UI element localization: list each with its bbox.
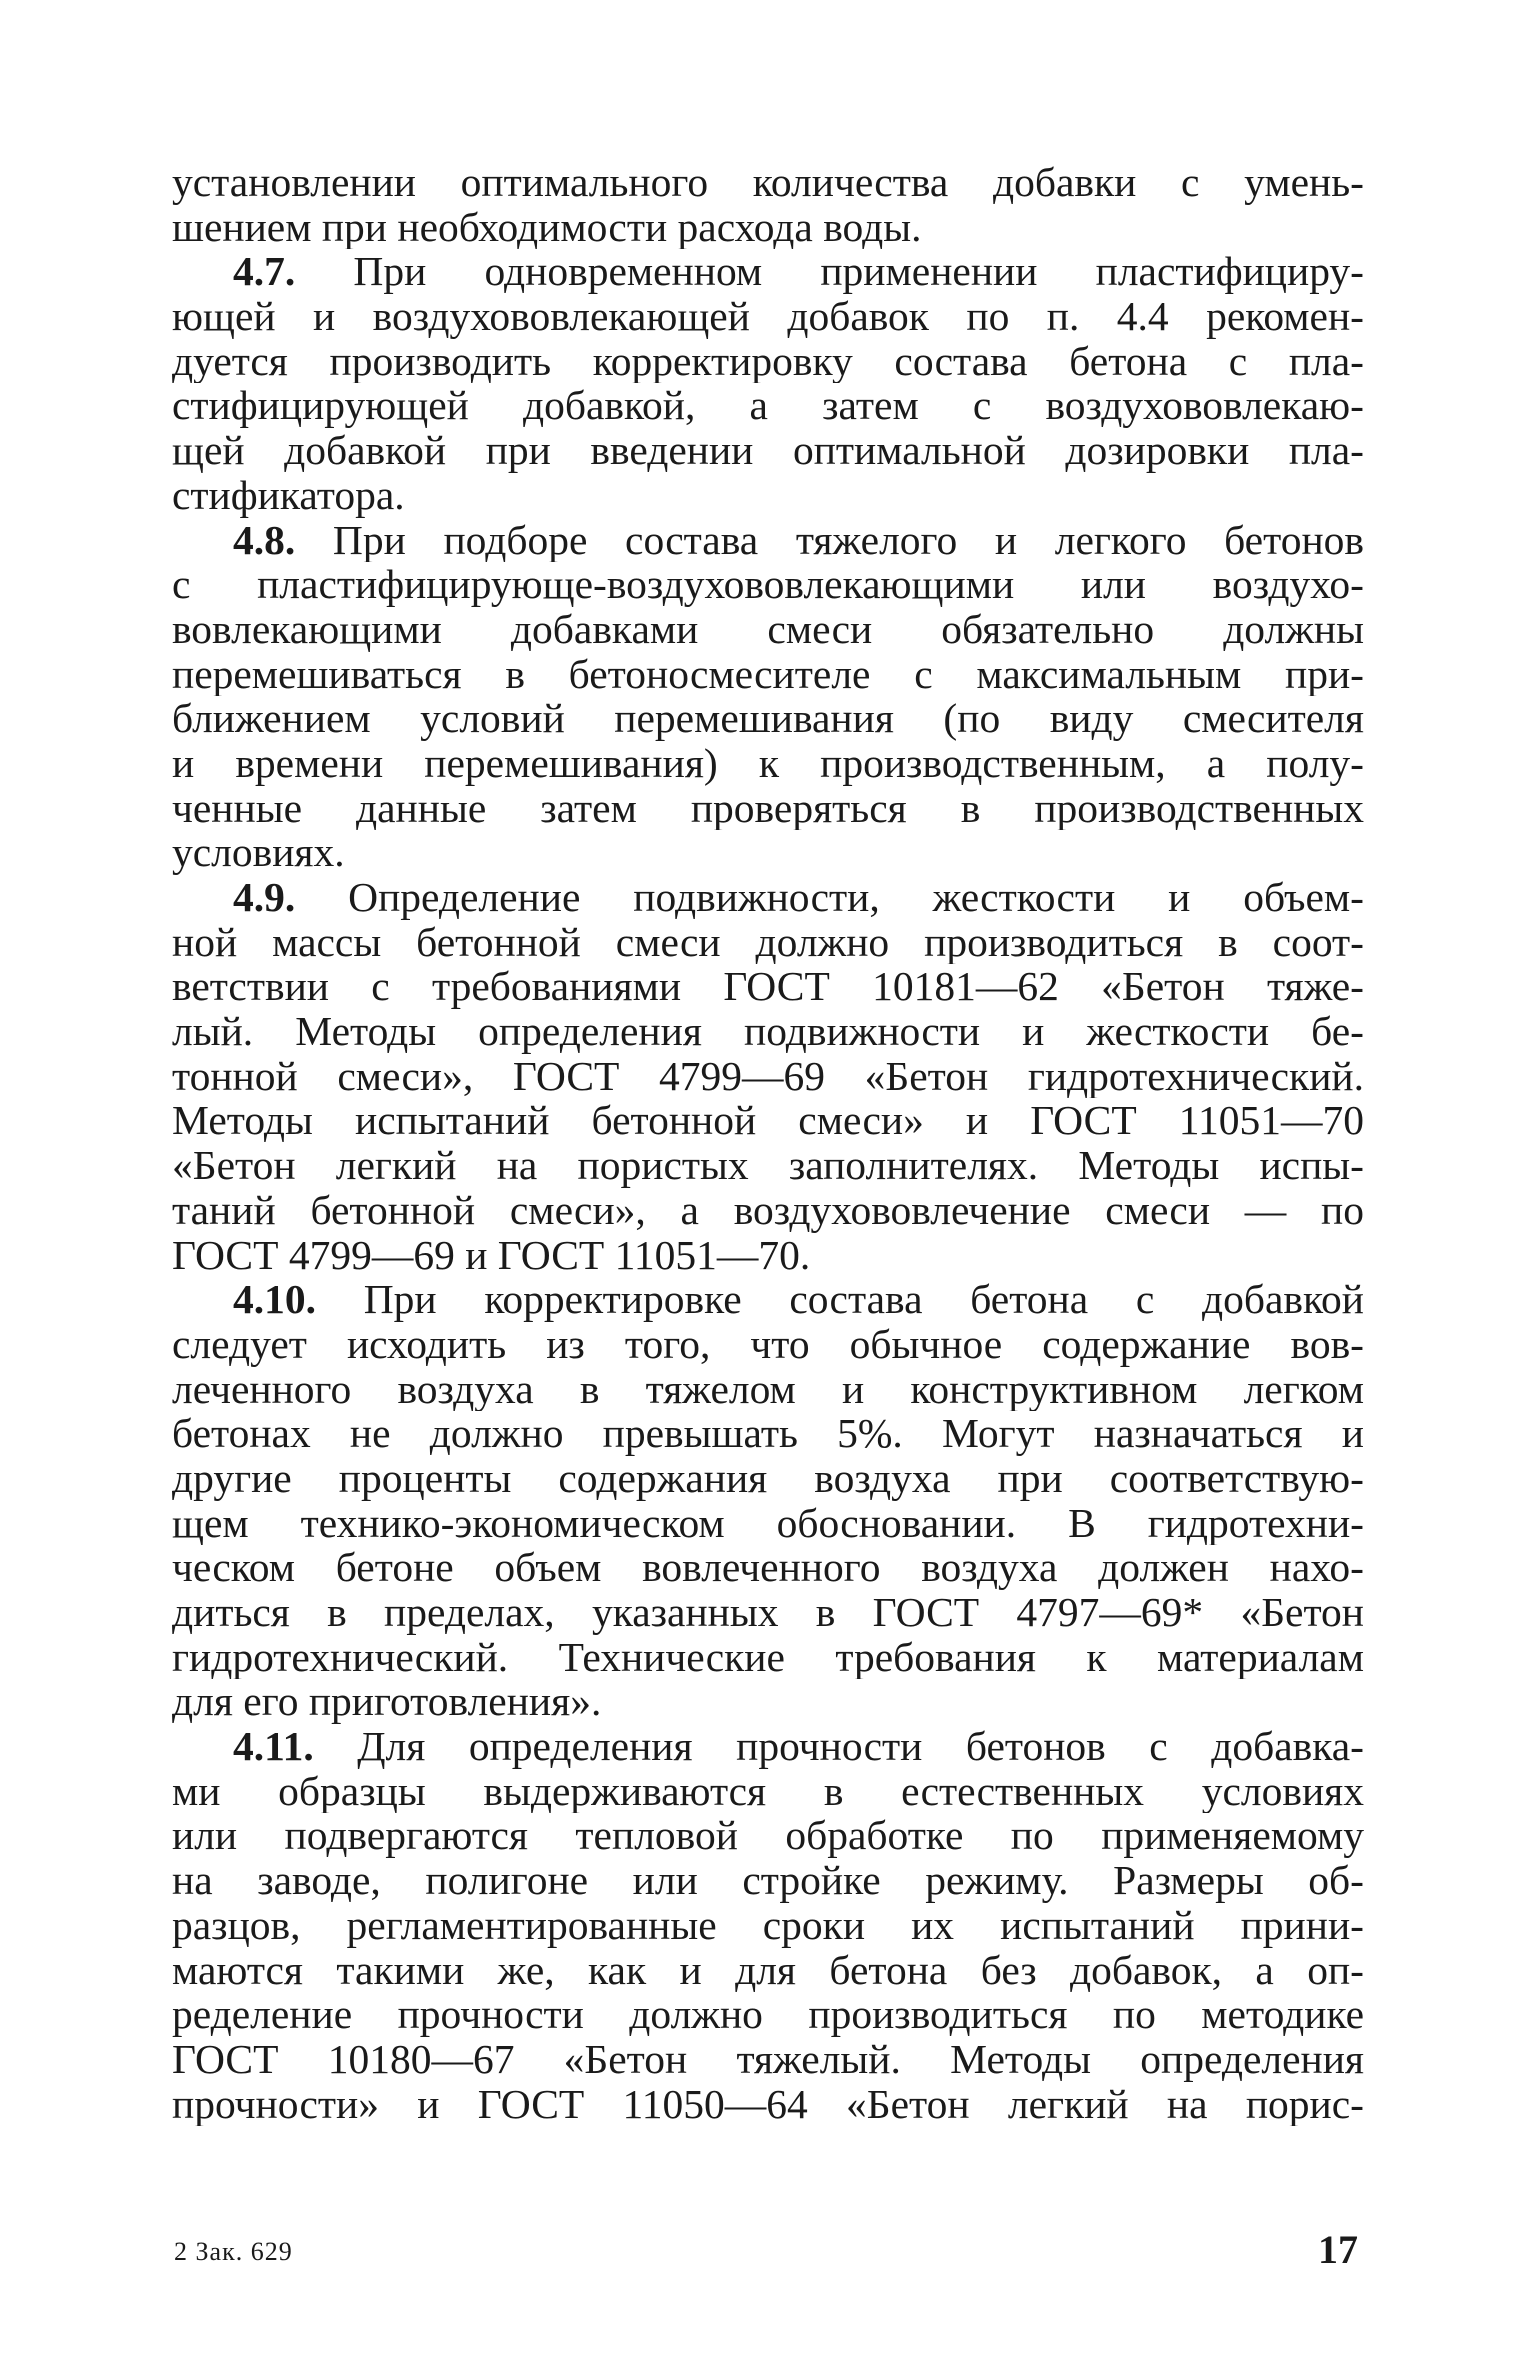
clause-number: 4.9. (233, 875, 296, 920)
text-line (172, 1903, 1364, 1948)
text-line (172, 1456, 1364, 1501)
text-line (172, 2037, 1364, 2082)
text-line (172, 249, 1364, 294)
text-line (172, 1367, 1364, 1412)
line-text: гидротехнический. Технические требования к материалам (172, 1634, 1364, 1680)
line-text: вовлекающими добавками смеси обязательно должны (172, 606, 1364, 652)
clause-number: 4.11. (233, 1724, 314, 1769)
line-text: перемешиваться в бетоносмесителе с максимальным при- (172, 651, 1364, 697)
text-line (172, 205, 1364, 250)
line-text: шением при необходимости расхода воды. (172, 204, 922, 250)
line-text: тонной смеси», ГОСТ 4799—69 «Бетон гидротехнический. (172, 1053, 1364, 1099)
text-line (172, 1858, 1364, 1903)
line-text: «Бетон легкий на пористых заполнителях. Методы испы- (172, 1143, 1364, 1188)
clause-number: 4.10. (233, 1277, 316, 1322)
page-number: 17 (1318, 2227, 1358, 2272)
line-text: условиях. (172, 830, 345, 875)
line-text: бетонах не должно превышать 5%. Могут назначаться и (172, 1411, 1364, 1456)
line-text: ческом бетоне объем вовлеченного воздуха должен нахо- (172, 1545, 1364, 1590)
text-line (172, 1322, 1364, 1367)
text-line (172, 294, 1364, 339)
text-line (172, 1009, 1364, 1054)
text-line (172, 1098, 1364, 1143)
line-text: на заводе, полигоне или стройке режиму. Размеры об- (172, 1858, 1364, 1903)
line-text: Методы испытаний бетонной смеси» и ГОСТ 11051—70 (172, 1098, 1364, 1144)
text-line (172, 696, 1364, 741)
line-text: стифицирующей добавкой, а затем с воздухововлекаю- (172, 383, 1364, 429)
line-text: дуется производить корректировку состава бетона с пла- (172, 338, 1364, 384)
body-text (172, 160, 1364, 2126)
line-text: лый. Методы определения подвижности и жесткости бе- (172, 1009, 1364, 1054)
line-text: с пластифицирующе-воздухововлекающими или воздухо- (172, 562, 1364, 607)
line-text: следует исходить из того, что обычное содержание вов- (172, 1321, 1364, 1367)
text-line (172, 2082, 1364, 2127)
text-line (172, 607, 1364, 652)
text-line (172, 383, 1364, 428)
line-text: или подвергаются тепловой обработке по применяемому (172, 1813, 1364, 1859)
text-line (172, 339, 1364, 384)
text-line (172, 830, 1364, 875)
text-line (172, 741, 1364, 786)
line-text: щем технико-экономическом обосновании. В гидротехни- (172, 1500, 1364, 1546)
line-text: ближением условий перемешивания (по виду смесителя (172, 696, 1364, 741)
line-text: ми образцы выдерживаются в естественных условиях (172, 1768, 1364, 1814)
line-text: маются такими же, как и для бетона без добавок, а оп- (172, 1947, 1364, 1993)
text-line (172, 1813, 1364, 1858)
line-text: Определение подвижности, жесткости и объем- (295, 875, 1364, 920)
line-text: таний бетонной смеси», а воздухововлечение смеси — по (172, 1187, 1364, 1233)
text-line (172, 160, 1364, 205)
line-text: леченного воздуха в тяжелом и конструктивном легком (172, 1366, 1364, 1412)
line-text: При подборе состава тяжелого и легкого бетонов (295, 517, 1364, 563)
text-line (172, 1501, 1364, 1546)
line-text: установлении оптимального количества добавки с умень- (172, 160, 1364, 205)
line-text: ГОСТ 10180—67 «Бетон тяжелый. Методы определения (172, 2036, 1364, 2082)
text-line (172, 652, 1364, 697)
text-line (172, 1545, 1364, 1590)
text-line (172, 1054, 1364, 1099)
line-text: разцов, регламентированные сроки их испытаний прини- (172, 1902, 1364, 1948)
text-line (172, 1411, 1364, 1456)
text-line (172, 562, 1364, 607)
line-text: другие проценты содержания воздуха при соответствую- (172, 1455, 1364, 1501)
text-line (172, 1143, 1364, 1188)
line-text: щей добавкой при введении оптимальной дозировки пла- (172, 428, 1364, 473)
line-text: ределение прочности должно производиться по методике (172, 1992, 1364, 2037)
text-line (172, 1992, 1364, 2037)
text-line (172, 1277, 1364, 1322)
text-line (172, 1635, 1364, 1680)
line-text: ченные данные затем проверяться в производственных (172, 785, 1364, 831)
text-line (172, 1679, 1364, 1724)
text-line (172, 786, 1364, 831)
line-text: ной массы бетонной смеси должно производиться в соот- (172, 919, 1364, 965)
text-line (172, 518, 1364, 563)
clause-number: 4.7. (233, 249, 296, 295)
line-text: диться в пределах, указанных в ГОСТ 4797—69* «Бетон (172, 1590, 1364, 1635)
line-text: ГОСТ 4799—69 и ГОСТ 11051—70. (172, 1232, 811, 1278)
text-line (172, 1590, 1364, 1635)
line-text: и времени перемешивания) к производственным, а полу- (172, 740, 1364, 786)
text-line (172, 1724, 1364, 1769)
line-text: ющей и воздухововлекающей добавок по п. 4.4 рекомен- (172, 294, 1364, 339)
text-line (172, 428, 1364, 473)
clause-number: 4.8. (233, 517, 296, 563)
line-text: прочности» и ГОСТ 11050—64 «Бетон легкий на порис- (172, 2081, 1364, 2127)
text-line (172, 1769, 1364, 1814)
text-line (172, 1188, 1364, 1233)
text-line (172, 1233, 1364, 1278)
line-text: стификатора. (172, 472, 405, 518)
text-line (172, 920, 1364, 965)
line-text: ветствии с требованиями ГОСТ 10181—62 «Бетон тяже- (172, 964, 1364, 1010)
text-line (172, 875, 1364, 920)
line-text: Для определения прочности бетонов с добавка- (313, 1724, 1364, 1769)
text-line (172, 1948, 1364, 1993)
line-text: для его приготовления». (172, 1679, 602, 1725)
line-text: При корректировке состава бетона с добавкой (316, 1277, 1364, 1322)
print-signature: 2 Зак. 629 (174, 2237, 293, 2266)
text-line (172, 964, 1364, 1009)
line-text: При одновременном применении пластифициру- (295, 249, 1364, 295)
text-line (172, 473, 1364, 518)
